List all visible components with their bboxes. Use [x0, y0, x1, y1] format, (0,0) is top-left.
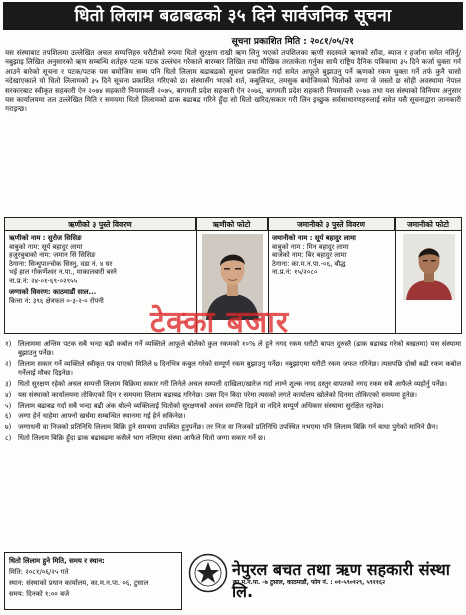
- header-guarantor-photo: जमानीको फोटो: [395, 218, 461, 231]
- schedule-date: मिति: २०८१/०६/२५ गते: [9, 568, 69, 576]
- borrower-line: ना.प्र.नं: २४-०१-६९-०२९५५: [9, 276, 78, 285]
- borrower-details: [9, 234, 194, 305]
- schedule-time: समय: दिनको १:०० बजे: [9, 590, 70, 598]
- term-item: ३) धितो सुरक्षण रहेको अचल सम्पत्ती लिलाम बिक्रिमा सकार गरी लिनेले अचल सम्पत्ती दाखिला/खारेज गर्दा लाग्ने शुल्क नगद दस्तुर बापतको नगद रकम सबै आफैले व्यहोर्नु पर्नेछ।: [5, 380, 447, 388]
- header-borrower-photo: ऋणीको फोटो: [196, 218, 268, 231]
- term-item: ४) यस संस्थाको कार्यालयमा तोकिएको दिन र समयमा लिलाम बढाबढ गरिनेछ। उक्त दिन बिदा परेमा त्यसको लगते कार्यालय खोलेको दिनमा तोकिएको समयमा हुनेछ।: [5, 390, 418, 399]
- notice-title: धितो लिलाम बढाबढको ३५ दिने सार्वजनिक सूचना: [3, 2, 463, 30]
- organization-address: का.म.न.पा. -७ टुसाल, काठमाडौं, फोन नं. : ०१-५९०१२९, ५९११६२: [233, 579, 386, 586]
- cooperative-seal-icon: [188, 553, 228, 593]
- header-guarantor-details: जमानीको ३ पुस्ते विवरण: [268, 218, 395, 231]
- term-item: ६) जग्गा हेर्न चाहेमा आफ्नो खर्चमा सम्बन्धित स्थानमा गई हेर्न सकिनेछ।: [5, 412, 186, 421]
- term-item: २) लिलाम सकार गर्ने व्यक्तिले स्वीकृत पत्र पाएको मितिले ७ दिनभित्र कबुल गरेको सम्पूर्ण रकम बुझाउनु पर्नेछ। नबुझाएमा धरौटी रकम जफत गरिनेछ। त्यसपछि दोस्रो बढी रकम कबोल गर्नेलाई मौका दिइनेछ।: [5, 360, 461, 378]
- term-item: ५) लिलाम बढाबढ गर्दा सबै भन्दा बढी अंक बोल्ने व्यक्तिलाई धितोको सुरक्षणको अचल सम्पत्ति दिइने वा नदिने सम्पूर्ण अधिकार संस्थामा सुरक्षित रहनेछ।: [5, 401, 384, 410]
- organization-name: नेपुरल बचत तथा ऋण सहकारी संस्था लि.: [232, 560, 450, 601]
- published-date: सूचना प्रकाशित मिति : २०८१/०५/२१: [231, 37, 354, 47]
- borrower-name: ऋणीको नाम : सुरोज सिसिङ: [9, 234, 82, 242]
- header-borrower-details: ऋणीको ३ पुस्ते विवरण: [5, 218, 196, 231]
- term-item: ७) जग्गाधनी वा निजको प्रतिनिधि लिलाम बिक्रि हुने समयमा उपस्थित हुनुपर्नेछ। तर निज वा निजको प्रतिनिधि उपस्थित नभएमा पनि लिलाम बिक्रि गर्न बाधा पुगेको मानिने छैन।: [5, 423, 438, 432]
- guarantor-line: बाजेको नाम: बिर बहादुर लामा: [272, 251, 347, 259]
- schedule-place: स्थान: संस्थाको प्रधान कार्यालय, का.म.न.पा. ०६, टुसाल: [9, 579, 149, 587]
- term-item: ८) धितो लिलाम बिक्रि हुँदा ढाक बढाबढमा कसैले भाग नलिएमा संस्था आफैले धितो जग्गा सकार गर्ने छ।: [5, 433, 266, 442]
- guarantor-details: [272, 234, 394, 277]
- borrower-line: हजुरबुबाको नाम: जमान सिं सिसिङ: [9, 251, 96, 259]
- collateral-label: जग्गाको विवरण: काठमाडौं साल...: [9, 288, 97, 296]
- borrower-line: बाबुको नाम: सूर्य बहादुर लामा: [9, 242, 83, 251]
- collateral-detail: कित्ता नं: ३९६ क्षेत्रफल ०-३-२-० रोपनी: [9, 296, 104, 305]
- term-item: १) लिलाममा अन्तिम पटक सबै भन्दा बढी कबोल गर्ने व्यक्तिले आफूले बोलेको कुल रकमको १०% ले हुने नगद रकम धरौटी बापत दुरुस्तै (ढाक बढाबढ गरेको बखतमा) यस संस्थामा बुझाउनु पर्नेछ।: [5, 340, 461, 358]
- guarantor-name: जमानीको नाम : सूर्य बहादुर लामा: [272, 234, 356, 242]
- borrower-line: ठेगाना: सिन्धुपाल्चोक सिस्नु, वडा नं. ४ घर: [9, 259, 113, 268]
- borrower-line: भई हाल गोकर्णेश्वर न.पा., माकालबारी बस्ने: [9, 268, 117, 276]
- intro-paragraph: यस संस्थाबाट तपशिलमा उल्लेखित अचल सम्पत्तिहरु धरौटीको रुपमा धितो सुरक्षण राखी ऋण लिनु भएको तपशिलका ऋणी सदस्यले ऋणको साँवा, ब्याज र हर्जाना समेत नतिर्नु/नबुझाइ लिखित अनुसारको ऋण सम्बन्धि शर्तहरु पटक पटक उल्लंघन गरेकाले बारम्बार लिखित तथा मौखिक तरताकेता गर्नुका साथै राष्ट्रिय दैनिक पत्रिकामा ३५ दिने कर्जा चुक्ता गर्न आउने बारेको सूचना र पटक/पटक यस बमोजिम सम्म पनि धितो लिलाम बढाबढको सूचना प्रकाशित गर्दा समेत आफूले बुझाउनु पर्ने ऋणको रकम चुक्ता गर्ने तर्फ कुनै चासो नदेखाएकाले यो धितो लिलामको ३५ दिने सूचना प्रकाशित गरिएको छ। संस्थासँग भएको शर्त, कबुलियत, तमसुक बमोजिमको धितोको जग्गा जे जस्तो छ सोही अवस्थामा नेपाल सरकारबाट स्वीकृत सहकारी ऐन २०७४ सहकारी नियमावली २०७५, बागमती प्रदेश सहकारी ऐन २०७६, बागमती प्रदेश सहकारी नियमावली २०७७ तथा यस संस्थाको विनियम अनुसार यस कार्यालयमा तल उल्लेखित मिति र समयमा धितो लिलामको ढाक बढाबढ गरिने हुँदा सो धितो खरिद/सकार गरी लिन इच्छुक सर्वसाधारणहरुलाई समेत यसै सूचनाद्वारा जानकारी गराइन्छ।: [5, 48, 461, 114]
- terms-list: [5, 340, 461, 445]
- guarantor-photo: [403, 234, 455, 300]
- schedule-title: धितो लिलाम हुने मिति, समय र स्थान:: [9, 557, 105, 565]
- guarantor-line: ठेगाना: का.म.न.पा.-०६, बौद्ध: [272, 259, 346, 268]
- auction-schedule-box: [4, 552, 182, 610]
- guarantor-line: बाबुको नाम : मिन बहादुर लामा: [272, 242, 349, 251]
- guarantor-portrait-image: [403, 234, 455, 300]
- guarantor-line: ना.प्र.नं: १५/२०८०: [272, 268, 318, 276]
- watermark-logo: टेक्का बजार: [150, 305, 290, 340]
